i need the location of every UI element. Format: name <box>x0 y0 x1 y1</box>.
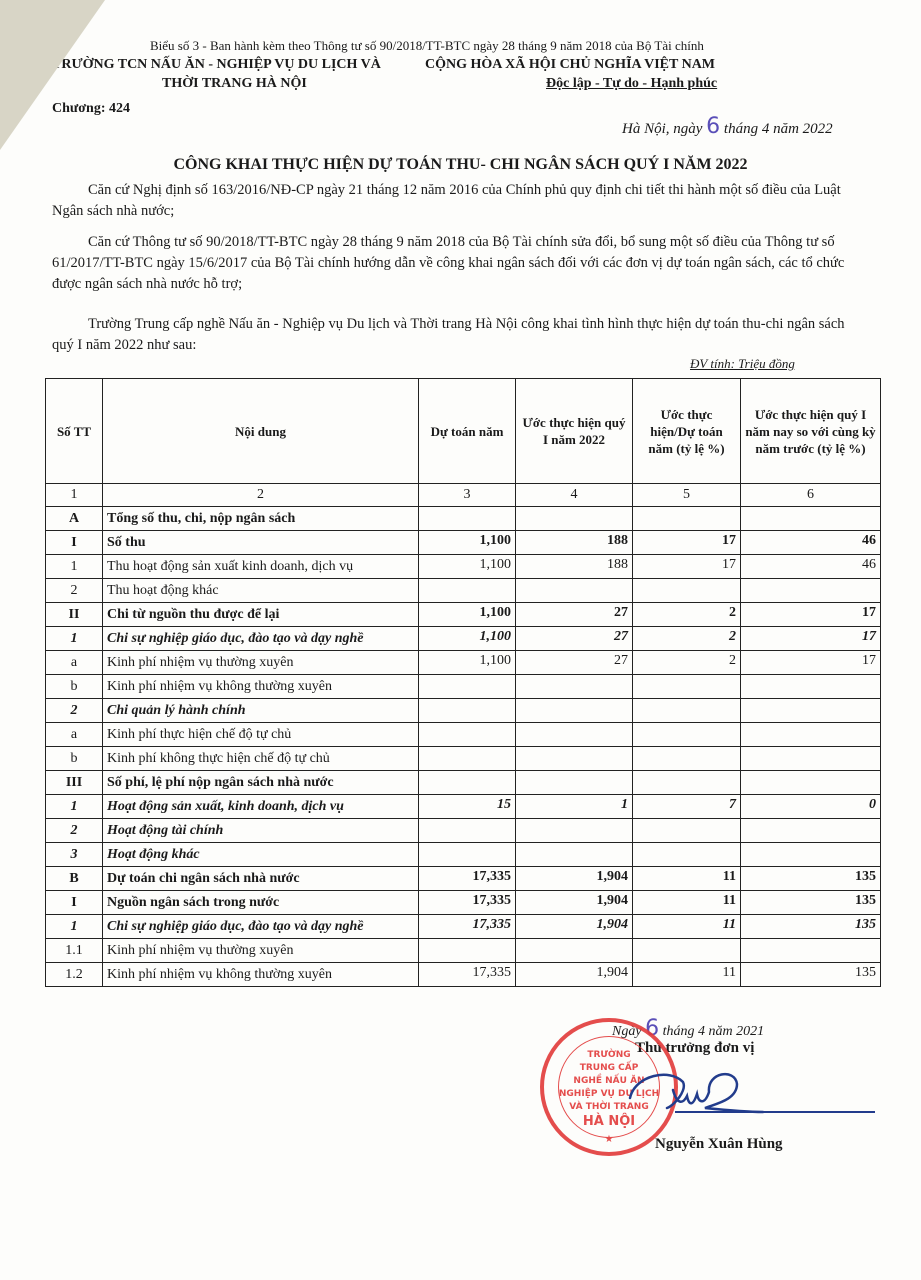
row-stt: 2 <box>46 699 103 723</box>
row-annual-estimate <box>419 843 516 867</box>
seal-line: TRUNG CẤP <box>579 1063 639 1073</box>
row-q1-actual: 1,904 <box>516 867 633 891</box>
table-row <box>46 963 881 987</box>
table-row <box>46 939 881 963</box>
row-q1-actual <box>516 939 633 963</box>
disclosure-paragraph: Trường Trung cấp nghề Nấu ăn - Nghiệp vụ Du lịch và Thời trang Hà Nội công khai tình hình thực hiện dự toán thu-chi ngân sách quý I năm 2022 như sau: <box>52 316 845 353</box>
row-stt: 1 <box>46 627 103 651</box>
row-label: Thu hoạt động khác <box>103 579 419 603</box>
row-stt: 1 <box>46 915 103 939</box>
row-actual-vs-estimate: 11 <box>633 915 741 939</box>
row-stt: b <box>46 675 103 699</box>
row-actual-vs-estimate: 2 <box>633 603 741 627</box>
row-q1-actual: 1,904 <box>516 891 633 915</box>
row-actual-vs-estimate <box>633 723 741 747</box>
colnum-4: 4 <box>516 484 633 507</box>
table-row <box>46 651 881 675</box>
colnum-3: 3 <box>419 484 516 507</box>
seal-line: VÀ THỜI TRANG <box>569 1102 649 1112</box>
signature-date-prefix: Ngày <box>612 1024 642 1039</box>
row-annual-estimate: 17,335 <box>419 891 516 915</box>
row-yoy: 17 <box>741 627 881 651</box>
row-label: Thu hoạt động sản xuất kinh doanh, dịch vụ <box>103 555 419 579</box>
row-q1-actual <box>516 843 633 867</box>
unit-note: ĐV tính: Triệu đồng <box>690 356 795 371</box>
row-annual-estimate: 1,100 <box>419 555 516 579</box>
row-q1-actual: 27 <box>516 627 633 651</box>
row-label: Số phí, lệ phí nộp ngân sách nhà nước <box>103 771 419 795</box>
table-row <box>46 507 881 531</box>
row-stt: a <box>46 651 103 675</box>
row-actual-vs-estimate: 11 <box>633 963 741 987</box>
row-label: Kinh phí thực hiện chế độ tự chủ <box>103 723 419 747</box>
row-actual-vs-estimate <box>633 747 741 771</box>
row-annual-estimate <box>419 699 516 723</box>
row-label: Kinh phí nhiệm vụ thường xuyên <box>103 651 419 675</box>
row-stt: A <box>46 507 103 531</box>
chapter-code: Chương: 424 <box>52 101 130 116</box>
row-q1-actual <box>516 699 633 723</box>
row-stt: 1.2 <box>46 963 103 987</box>
table-row <box>46 531 881 555</box>
signature-line <box>675 1111 875 1113</box>
seal-line: HÀ NỘI <box>582 1114 636 1129</box>
row-stt: b <box>46 747 103 771</box>
row-label: Chi sự nghiệp giáo dục, đào tạo và dạy nghề <box>103 627 419 651</box>
page-fold-corner <box>0 0 105 150</box>
row-label: Chi quản lý hành chính <box>103 699 419 723</box>
row-yoy <box>741 723 881 747</box>
row-stt: 1 <box>46 795 103 819</box>
row-actual-vs-estimate: 17 <box>633 531 741 555</box>
table-row <box>46 675 881 699</box>
row-annual-estimate <box>419 747 516 771</box>
row-label: Tổng số thu, chi, nộp ngân sách <box>103 507 419 531</box>
row-label: Số thu <box>103 531 419 555</box>
row-actual-vs-estimate: 11 <box>633 891 741 915</box>
row-actual-vs-estimate: 7 <box>633 795 741 819</box>
row-annual-estimate <box>419 819 516 843</box>
column-number-row <box>46 484 881 507</box>
row-stt: 1 <box>46 555 103 579</box>
signature-date-suffix: tháng 4 năm 2021 <box>662 1024 765 1039</box>
budget-table <box>45 378 881 987</box>
row-yoy <box>741 939 881 963</box>
row-label: Hoạt động tài chính <box>103 819 419 843</box>
row-actual-vs-estimate <box>633 675 741 699</box>
table-row <box>46 627 881 651</box>
row-annual-estimate: 1,100 <box>419 531 516 555</box>
row-yoy <box>741 699 881 723</box>
table-row <box>46 819 881 843</box>
legal-basis-paragraph-2: Căn cứ Thông tư số 90/2018/TT-BTC ngày 28 tháng 9 năm 2018 của Bộ Tài chính sửa đổi, bổ sung một số điều của Thông tư số 61/2017/TT-BTC ngày 15/6/2017 của Bộ Tài chính hướng dẫn về công khai ngân sách đối với các đơn vị dự toán ngân sách, các tổ chức được ngân sách nhà nước hỗ trợ; <box>52 234 845 292</box>
org-name-line2: THỜI TRANG HÀ NỘI <box>162 76 307 91</box>
table-row <box>46 747 881 771</box>
row-yoy: 46 <box>741 531 881 555</box>
row-actual-vs-estimate <box>633 507 741 531</box>
row-stt: I <box>46 891 103 915</box>
row-q1-actual: 188 <box>516 531 633 555</box>
row-label: Chi từ nguồn thu được để lại <box>103 603 419 627</box>
header-yoy: Ước thực hiện quý I năm nay so với cùng kỳ năm trước (tỷ lệ %) <box>741 379 881 484</box>
row-annual-estimate <box>419 675 516 699</box>
table-row <box>46 843 881 867</box>
issue-date-day: 6 <box>706 114 721 139</box>
row-q1-actual: 1 <box>516 795 633 819</box>
row-q1-actual: 188 <box>516 555 633 579</box>
row-annual-estimate: 1,100 <box>419 651 516 675</box>
row-q1-actual <box>516 819 633 843</box>
colnum-2: 2 <box>103 484 419 507</box>
row-stt: 3 <box>46 843 103 867</box>
row-annual-estimate: 17,335 <box>419 915 516 939</box>
row-q1-actual <box>516 507 633 531</box>
row-stt: I <box>46 531 103 555</box>
row-yoy: 17 <box>741 603 881 627</box>
form-note: Biểu số 3 - Ban hành kèm theo Thông tư số 90/2018/TT-BTC ngày 28 tháng 9 năm 2018 của Bộ Tài chính <box>150 38 704 53</box>
row-stt: B <box>46 867 103 891</box>
row-actual-vs-estimate <box>633 699 741 723</box>
row-actual-vs-estimate: 17 <box>633 555 741 579</box>
star-icon: ★ <box>604 1134 614 1145</box>
row-label: Hoạt động sản xuất, kinh doanh, dịch vụ <box>103 795 419 819</box>
header-q1-actual: Ước thực hiện quý I năm 2022 <box>516 379 633 484</box>
row-actual-vs-estimate <box>633 939 741 963</box>
colnum-5: 5 <box>633 484 741 507</box>
row-actual-vs-estimate: 2 <box>633 651 741 675</box>
row-yoy: 17 <box>741 651 881 675</box>
row-yoy <box>741 843 881 867</box>
row-label: Kinh phí nhiệm vụ không thường xuyên <box>103 963 419 987</box>
signature-date-day: 6 <box>645 1016 660 1041</box>
document-title: CÔNG KHAI THỰC HIỆN DỰ TOÁN THU- CHI NGÂN SÁCH QUÝ I NĂM 2022 <box>173 156 748 173</box>
row-stt: 2 <box>46 819 103 843</box>
row-yoy <box>741 747 881 771</box>
row-annual-estimate <box>419 723 516 747</box>
row-stt: III <box>46 771 103 795</box>
table-row <box>46 723 881 747</box>
colnum-1: 1 <box>46 484 103 507</box>
table-row <box>46 603 881 627</box>
org-name-line1: TRƯỜNG TCN NẤU ĂN - NGHIỆP VỤ DU LỊCH VÀ <box>52 57 381 72</box>
row-yoy <box>741 771 881 795</box>
row-annual-estimate: 15 <box>419 795 516 819</box>
row-stt: 1.1 <box>46 939 103 963</box>
row-actual-vs-estimate: 11 <box>633 867 741 891</box>
row-q1-actual <box>516 675 633 699</box>
row-label: Kinh phí nhiệm vụ thường xuyên <box>103 939 419 963</box>
row-yoy <box>741 819 881 843</box>
row-annual-estimate <box>419 507 516 531</box>
row-yoy: 135 <box>741 891 881 915</box>
row-label: Hoạt động khác <box>103 843 419 867</box>
row-yoy: 135 <box>741 867 881 891</box>
table-row <box>46 699 881 723</box>
row-annual-estimate <box>419 939 516 963</box>
row-actual-vs-estimate <box>633 771 741 795</box>
table-row <box>46 579 881 603</box>
seal-line: NGHIỆP VỤ DU LỊCH <box>558 1089 660 1099</box>
row-yoy <box>741 507 881 531</box>
issue-date <box>622 114 833 139</box>
header-actual-vs-estimate: Ước thực hiện/Dự toán năm (tỷ lệ %) <box>633 379 741 484</box>
table-row <box>46 555 881 579</box>
nation-motto: Độc lập - Tự do - Hạnh phúc <box>546 76 718 91</box>
row-actual-vs-estimate: 2 <box>633 627 741 651</box>
row-q1-actual: 1,904 <box>516 915 633 939</box>
header-content: Nội dung <box>103 379 419 484</box>
table-row <box>46 795 881 819</box>
row-q1-actual <box>516 579 633 603</box>
row-annual-estimate <box>419 579 516 603</box>
row-actual-vs-estimate <box>633 819 741 843</box>
row-label: Nguồn ngân sách trong nước <box>103 891 419 915</box>
row-stt: II <box>46 603 103 627</box>
row-stt: 2 <box>46 579 103 603</box>
row-q1-actual: 27 <box>516 603 633 627</box>
table-row <box>46 891 881 915</box>
table-row <box>46 915 881 939</box>
colnum-6: 6 <box>741 484 881 507</box>
seal-line: NGHỀ NẤU ĂN <box>573 1076 645 1086</box>
table-header-row <box>46 379 881 484</box>
row-q1-actual <box>516 771 633 795</box>
row-annual-estimate: 1,100 <box>419 603 516 627</box>
nation-name: CỘNG HÒA XÃ HỘI CHỦ NGHĨA VIỆT NAM <box>425 57 716 72</box>
row-yoy: 135 <box>741 915 881 939</box>
row-label: Dự toán chi ngân sách nhà nước <box>103 867 419 891</box>
table-row <box>46 867 881 891</box>
row-actual-vs-estimate <box>633 579 741 603</box>
row-actual-vs-estimate <box>633 843 741 867</box>
row-yoy: 46 <box>741 555 881 579</box>
row-label: Chi sự nghiệp giáo dục, đào tạo và dạy nghề <box>103 915 419 939</box>
header-annual-estimate: Dự toán năm <box>419 379 516 484</box>
row-annual-estimate: 17,335 <box>419 867 516 891</box>
row-annual-estimate: 1,100 <box>419 627 516 651</box>
signatory-name: Nguyễn Xuân Hùng <box>655 1136 783 1152</box>
row-yoy: 0 <box>741 795 881 819</box>
seal-line: TRƯỜNG <box>587 1050 631 1060</box>
row-label: Kinh phí không thực hiện chế độ tự chủ <box>103 747 419 771</box>
row-annual-estimate: 17,335 <box>419 963 516 987</box>
legal-basis-paragraph-1: Căn cứ Nghị định số 163/2016/NĐ-CP ngày 21 tháng 12 năm 2016 của Chính phủ quy định chi tiết thi hành một số điều của Luật Ngân sách nhà nước; <box>52 182 841 219</box>
issue-date-suffix: tháng 4 năm 2022 <box>723 121 833 137</box>
row-q1-actual <box>516 723 633 747</box>
row-q1-actual: 1,904 <box>516 963 633 987</box>
issue-date-prefix: Hà Nội, ngày <box>622 121 703 137</box>
row-stt: a <box>46 723 103 747</box>
table-row <box>46 771 881 795</box>
row-yoy <box>741 675 881 699</box>
row-annual-estimate <box>419 771 516 795</box>
row-yoy <box>741 579 881 603</box>
row-label: Kinh phí nhiệm vụ không thường xuyên <box>103 675 419 699</box>
signatory-role: Thủ trưởng đơn vị <box>635 1040 755 1056</box>
row-yoy: 135 <box>741 963 881 987</box>
header-stt: Số TT <box>46 379 103 484</box>
row-q1-actual: 27 <box>516 651 633 675</box>
row-q1-actual <box>516 747 633 771</box>
